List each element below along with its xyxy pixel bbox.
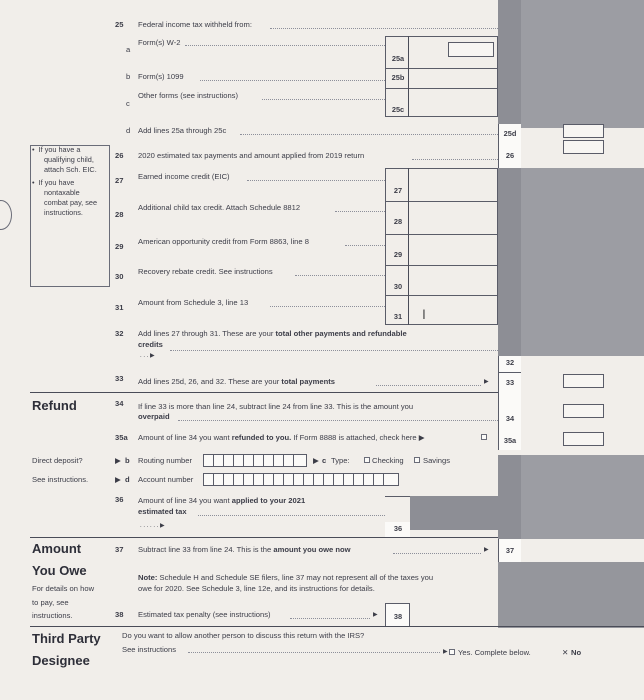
text-cursor-icon: I <box>422 306 426 322</box>
line-27-box-label: 27 <box>393 186 403 195</box>
line-28-box-label: 28 <box>393 217 403 226</box>
line-35a-box-label: 35a <box>503 436 517 445</box>
line-36-text-a: Amount of line 34 you want applied to your 2021 <box>138 496 306 505</box>
line-33-arrow-icon: ▶ <box>484 379 489 385</box>
line-27-box <box>385 168 498 201</box>
line-25b-letter: b <box>126 72 131 81</box>
line-27-number: 27 <box>115 176 124 185</box>
line-27-text: Earned income credit (EIC) <box>138 172 230 181</box>
line-38-number: 38 <box>115 610 124 619</box>
line-29-box-label: 29 <box>393 250 403 259</box>
line-35b-arrow-icon: ▶ <box>115 456 121 465</box>
line-33-number: 33 <box>115 374 124 383</box>
note-text-line-2: owe for 2020. See Schedule 3, line 12e, and its instructions for details. <box>138 584 375 593</box>
line-35c-letter: c <box>322 456 327 465</box>
line-25-text: Federal income tax withheld from: <box>138 20 252 29</box>
line-36-number: 36 <box>115 495 124 504</box>
line-25d-letter: d <box>126 126 131 135</box>
shaded-column-right <box>521 0 644 128</box>
line-35a-number: 35a <box>115 433 128 442</box>
line-25b-text: Form(s) 1099 <box>138 72 184 81</box>
checking-label: Checking <box>372 456 404 465</box>
shaded-column-left-2 <box>498 168 521 356</box>
see-instructions-label: See instructions. <box>32 475 89 484</box>
line-28-number: 28 <box>115 210 124 219</box>
line-33-text: Add lines 25d, 26, and 32. These are your total payments <box>138 377 336 386</box>
line-31-number: 31 <box>115 303 124 312</box>
line-35d-letter: d <box>125 475 130 484</box>
line-34-amount-field[interactable] <box>563 404 604 418</box>
line-32-box-label: 32 <box>505 358 515 367</box>
third-party-arrow-icon: ▶ <box>443 649 448 655</box>
page-edge-arc-icon <box>0 200 12 230</box>
line-37-arrow-icon: ▶ <box>484 547 489 553</box>
line-35c-arrow-icon: ▶ <box>313 456 319 465</box>
line-32-text-a: Add lines 27 through 31. These are your total other payments and refundable <box>138 329 407 338</box>
savings-checkbox[interactable] <box>414 457 420 463</box>
section-third-party-heading: Third Party <box>32 631 101 646</box>
line-37-number: 37 <box>115 545 124 554</box>
line-38-text: Estimated tax penalty (see instructions) <box>138 610 271 619</box>
line-38-box-label: 38 <box>393 612 403 621</box>
line-25c-letter: c <box>126 99 130 108</box>
for-details-line-1: For details on how <box>32 584 95 593</box>
third-party-question: Do you want to allow another person to discuss this return with the IRS? <box>122 631 365 640</box>
line-34-text-a: If line 33 is more than line 24, subtract line 24 from line 33. This is the amount you <box>138 402 414 411</box>
third-party-no-checkbox[interactable]: ✕ <box>562 648 569 657</box>
third-party-yes-checkbox[interactable] <box>449 649 455 655</box>
line-25d-text: Add lines 25a through 25c <box>138 126 227 135</box>
section-refund-heading: Refund <box>32 398 77 413</box>
line-29-number: 29 <box>115 242 124 251</box>
line-25c-text: Other forms (see instructions) <box>138 91 239 100</box>
line-25b-box-label: 25b <box>391 73 405 82</box>
line-26-box-label: 26 <box>505 151 515 160</box>
line-36-arrow-icon: . . . . . . ▶ <box>140 523 165 529</box>
third-party-see-instructions: See instructions <box>122 645 177 654</box>
third-party-yes-label: Yes. Complete below. <box>458 648 531 657</box>
savings-label: Savings <box>423 456 451 465</box>
line-35d-arrow-icon: ▶ <box>115 475 121 484</box>
line-33-amount-field[interactable] <box>563 374 604 388</box>
shaded-block-36 <box>410 496 498 530</box>
line-25a-letter: a <box>126 45 131 54</box>
direct-deposit-label: Direct deposit? <box>32 456 83 465</box>
line-36-text-c: estimated tax <box>138 507 187 516</box>
line-38-arrow-icon: ▶ <box>373 612 378 618</box>
line-25d-amount-field[interactable] <box>563 124 604 138</box>
shaded-column-note <box>498 562 644 628</box>
line-28-text: Additional child tax credit. Attach Schedule 8812 <box>138 203 301 212</box>
line-31-box-label: 31 <box>393 312 403 321</box>
line-34-text-b: overpaid <box>138 412 170 421</box>
routing-number-input[interactable] <box>203 454 307 467</box>
line-25a-text: Form(s) W-2 <box>138 38 181 47</box>
line-30-box-label: 30 <box>393 282 403 291</box>
line-30-text: Recovery rebate credit. See instructions <box>138 267 273 276</box>
line-35a-text: Amount of line 34 you want refunded to you. If Form 8888 is attached, check here ▶ <box>138 433 425 442</box>
line-25a-box-label: 25a <box>391 54 405 63</box>
line-35b-text: Routing number <box>138 456 193 465</box>
line-25a-amount-field[interactable] <box>448 42 494 57</box>
checking-checkbox[interactable] <box>364 457 370 463</box>
line-35a-amount-field[interactable] <box>563 432 604 446</box>
line-34-number: 34 <box>115 399 124 408</box>
line-25-number: 25 <box>115 20 124 29</box>
line-31-text: Amount from Schedule 3, line 13 <box>138 298 249 307</box>
sidebar-bullet-1: • If you have a qualifying child, attach Sch. EIC. <box>32 145 97 174</box>
line-29-text: American opportunity credit from Form 8863, line 8 <box>138 237 309 246</box>
line-37-box-label: 37 <box>505 546 515 555</box>
line-26-number: 26 <box>115 151 124 160</box>
line-26-amount-field[interactable] <box>563 140 604 154</box>
line-32-arrow-icon: . . . ▶ <box>140 353 155 359</box>
line-33-box-label: 33 <box>505 378 515 387</box>
form-8888-checkbox[interactable] <box>481 434 487 440</box>
shaded-column-37-right <box>521 455 644 539</box>
line-37-text: Subtract line 33 from line 24. This is the amount you owe now <box>138 545 351 554</box>
line-26-text: 2020 estimated tax payments and amount applied from 2019 return <box>138 151 365 160</box>
section-amount-heading: Amount <box>32 541 82 556</box>
line-35c-text: Type: <box>331 456 350 465</box>
line-25d-box-label: 25d <box>503 129 517 138</box>
for-details-line-2: to pay, see <box>32 598 69 607</box>
line-36-box-label: 36 <box>393 524 403 533</box>
shaded-column-37 <box>498 455 521 539</box>
sidebar-bullet-2: • If you have nontaxable combat pay, see instructions. <box>32 178 97 217</box>
section-you-owe-heading: You Owe <box>32 563 87 578</box>
line-34-box-label: 34 <box>505 414 515 423</box>
line-25c-box-label: 25c <box>391 105 405 114</box>
account-number-input[interactable] <box>203 473 399 486</box>
line-32-text-c: credits <box>138 340 163 349</box>
line-35d-text: Account number <box>138 475 194 484</box>
section-designee-heading: Designee <box>32 653 90 668</box>
line-35b-letter: b <box>125 456 130 465</box>
shaded-column-left <box>498 0 521 128</box>
third-party-no-label: No <box>571 648 582 657</box>
line-30-number: 30 <box>115 272 124 281</box>
note-text-line-1: Note: Schedule H and Schedule SE filers, line 37 may not represent all of the taxes you <box>138 573 434 582</box>
shaded-column-right-2 <box>521 168 644 356</box>
for-details-line-3: instructions. <box>32 611 73 620</box>
line-32-number: 32 <box>115 329 124 338</box>
